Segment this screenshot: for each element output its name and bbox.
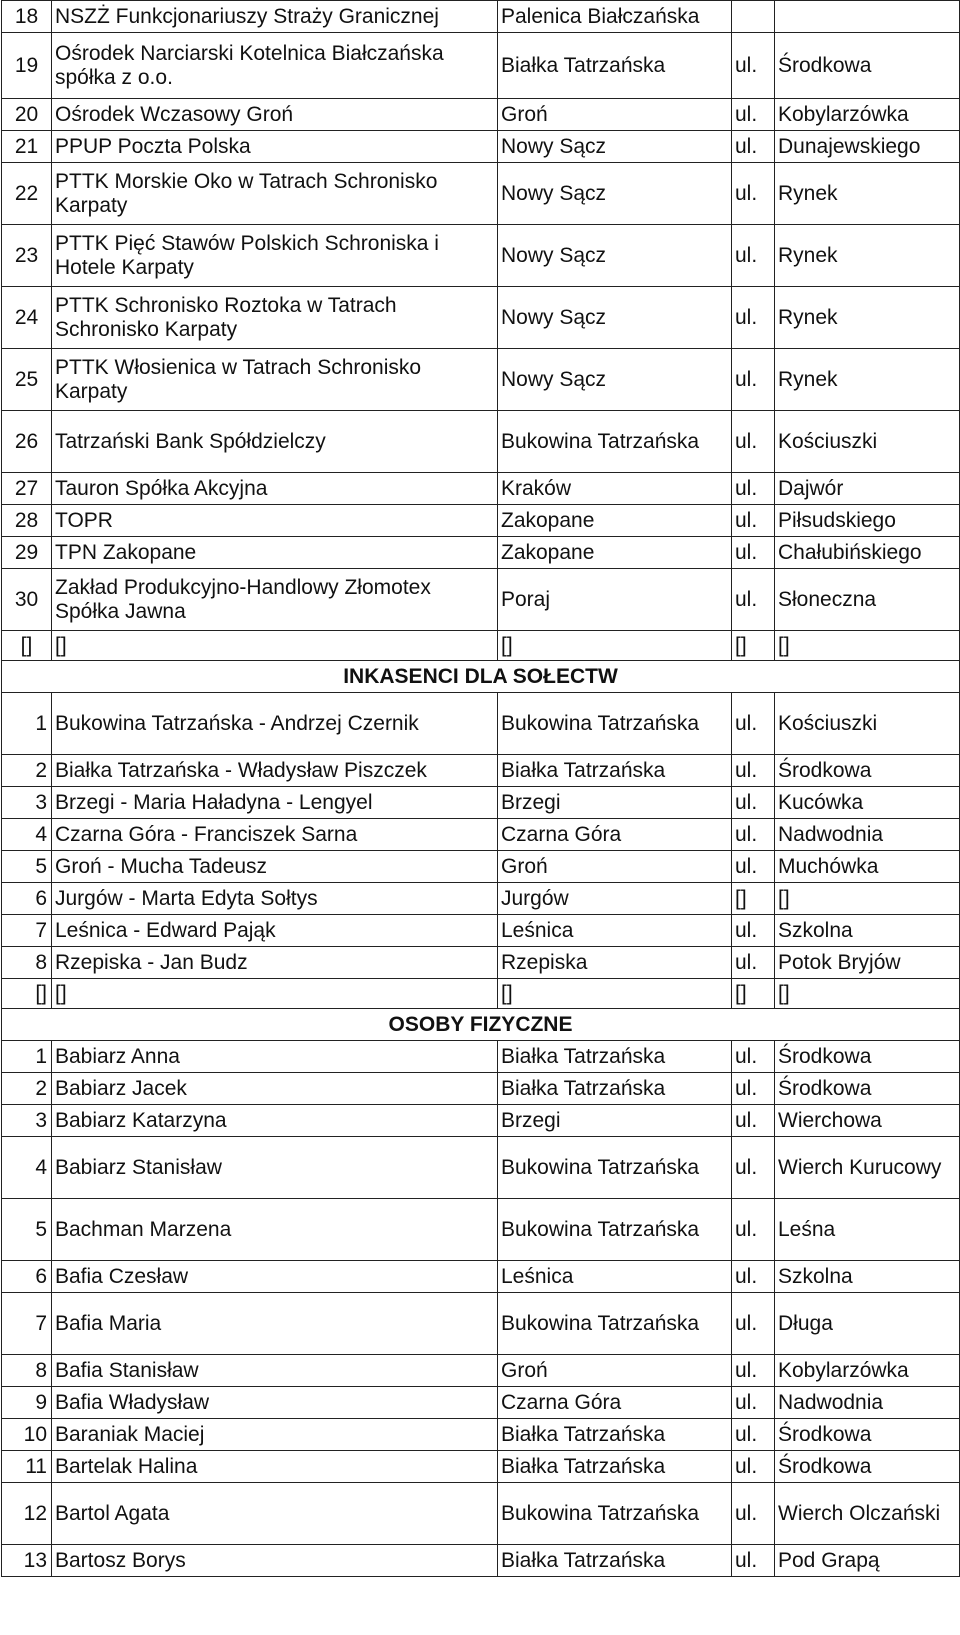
entity-name: []	[52, 979, 498, 1009]
row-number: 8	[2, 1355, 52, 1387]
row-number: 23	[2, 225, 52, 287]
row-number: []	[2, 631, 52, 661]
street-prefix: ul.	[732, 1355, 775, 1387]
city: Bukowina Tatrzańska	[498, 1137, 732, 1199]
row-number: 1	[2, 1041, 52, 1073]
street-prefix: ul.	[732, 1073, 775, 1105]
row-number: 19	[2, 33, 52, 99]
street: Kucówka	[775, 787, 960, 819]
city: Nowy Sącz	[498, 131, 732, 163]
row-number: 4	[2, 819, 52, 851]
street: Dunajewskiego	[775, 131, 960, 163]
street-prefix: ul.	[732, 1199, 775, 1261]
street: Dajwór	[775, 473, 960, 505]
entity-name: Bafia Maria	[52, 1293, 498, 1355]
street: Środkowa	[775, 1419, 960, 1451]
street-prefix: ul.	[732, 411, 775, 473]
entity-name: Bartelak Halina	[52, 1451, 498, 1483]
street-prefix: ul.	[732, 787, 775, 819]
row-number: 4	[2, 1137, 52, 1199]
table-row	[2, 1041, 960, 1073]
entity-name: Ośrodek Wczasowy Groń	[52, 99, 498, 131]
street: Kobylarzówka	[775, 99, 960, 131]
table-row	[2, 1293, 960, 1355]
entity-name: Bafia Władysław	[52, 1387, 498, 1419]
street-prefix: ul.	[732, 851, 775, 883]
entity-name: Bukowina Tatrzańska - Andrzej Czernik	[52, 693, 498, 755]
city: Nowy Sącz	[498, 287, 732, 349]
entity-name: PTTK Włosienica w Tatrach Schronisko Karpaty	[52, 349, 498, 411]
city: Zakopane	[498, 537, 732, 569]
street-prefix: ul.	[732, 1483, 775, 1545]
row-number: 8	[2, 947, 52, 979]
street: []	[775, 979, 960, 1009]
table-row	[2, 163, 960, 225]
street-prefix: ul.	[732, 287, 775, 349]
row-number: 7	[2, 915, 52, 947]
row-number: 5	[2, 1199, 52, 1261]
city: Groń	[498, 99, 732, 131]
street-prefix: ul.	[732, 947, 775, 979]
street: Rynek	[775, 163, 960, 225]
row-number: 2	[2, 1073, 52, 1105]
row-number: 6	[2, 883, 52, 915]
table-row	[2, 1073, 960, 1105]
street: []	[775, 631, 960, 661]
entity-name: PTTK Morskie Oko w Tatrach Schronisko Karpaty	[52, 163, 498, 225]
street-prefix: ul.	[732, 1261, 775, 1293]
city: Bukowina Tatrzańska	[498, 693, 732, 755]
city: Poraj	[498, 569, 732, 631]
entity-name: Jurgów - Marta Edyta Sołtys	[52, 883, 498, 915]
entity-name: Bafia Czesław	[52, 1261, 498, 1293]
table-row	[2, 411, 960, 473]
entity-name: Bachman Marzena	[52, 1199, 498, 1261]
street: Środkowa	[775, 1451, 960, 1483]
street	[775, 1, 960, 33]
row-number: 6	[2, 1261, 52, 1293]
street: Środkowa	[775, 1073, 960, 1105]
entity-name: Białka Tatrzańska - Władysław Piszczek	[52, 755, 498, 787]
entity-name: []	[52, 631, 498, 661]
entity-name: Czarna Góra - Franciszek Sarna	[52, 819, 498, 851]
street: Piłsudskiego	[775, 505, 960, 537]
table-row	[2, 1483, 960, 1545]
document-table	[1, 0, 960, 1577]
table-row	[2, 33, 960, 99]
city: Bukowina Tatrzańska	[498, 1483, 732, 1545]
table-row	[2, 569, 960, 631]
table-row	[2, 693, 960, 755]
table-row	[2, 537, 960, 569]
row-number: 26	[2, 411, 52, 473]
city: Białka Tatrzańska	[498, 755, 732, 787]
city: Białka Tatrzańska	[498, 1073, 732, 1105]
street: []	[775, 883, 960, 915]
street-prefix: ul.	[732, 819, 775, 851]
street-prefix: ul.	[732, 163, 775, 225]
entity-name: Zakład Produkcyjno-Handlowy Złomotex Spółka Jawna	[52, 569, 498, 631]
street-prefix: ul.	[732, 1451, 775, 1483]
table-row	[2, 819, 960, 851]
street: Kościuszki	[775, 411, 960, 473]
street: Chałubińskiego	[775, 537, 960, 569]
table-row	[2, 979, 960, 1009]
entity-name: Babiarz Stanisław	[52, 1137, 498, 1199]
street-prefix: ul.	[732, 915, 775, 947]
street: Wierch Kurucowy	[775, 1137, 960, 1199]
street: Wierchowa	[775, 1105, 960, 1137]
street-prefix: ul.	[732, 1041, 775, 1073]
street: Kościuszki	[775, 693, 960, 755]
city: Bukowina Tatrzańska	[498, 1199, 732, 1261]
street: Potok Bryjów	[775, 947, 960, 979]
table-row	[2, 225, 960, 287]
table-row	[2, 1105, 960, 1137]
table-row	[2, 287, 960, 349]
row-number: 2	[2, 755, 52, 787]
city: Białka Tatrzańska	[498, 1451, 732, 1483]
table-row	[2, 1137, 960, 1199]
street: Szkolna	[775, 915, 960, 947]
city: Bukowina Tatrzańska	[498, 411, 732, 473]
table-row	[2, 1387, 960, 1419]
entity-name: Groń - Mucha Tadeusz	[52, 851, 498, 883]
row-number: 29	[2, 537, 52, 569]
table-row	[2, 1199, 960, 1261]
street-prefix: ul.	[732, 1419, 775, 1451]
street-prefix: []	[732, 883, 775, 915]
entity-name: PPUP Poczta Polska	[52, 131, 498, 163]
entity-name: Tauron Spółka Akcyjna	[52, 473, 498, 505]
street: Leśna	[775, 1199, 960, 1261]
table-row	[2, 851, 960, 883]
entity-name: Bartosz Borys	[52, 1545, 498, 1577]
row-number: 24	[2, 287, 52, 349]
table-body	[2, 1, 960, 1577]
street: Rynek	[775, 287, 960, 349]
table-row	[2, 631, 960, 661]
city: Czarna Góra	[498, 1387, 732, 1419]
table-row	[2, 1261, 960, 1293]
row-number: 27	[2, 473, 52, 505]
table-row	[2, 1451, 960, 1483]
city: Leśnica	[498, 1261, 732, 1293]
row-number: 21	[2, 131, 52, 163]
entity-name: Bartol Agata	[52, 1483, 498, 1545]
row-number: 3	[2, 787, 52, 819]
row-number: 9	[2, 1387, 52, 1419]
entity-name: Ośrodek Narciarski Kotelnica Białczańska spółka z o.o.	[52, 33, 498, 99]
street-prefix: ul.	[732, 349, 775, 411]
row-number: 10	[2, 1419, 52, 1451]
table-row	[2, 915, 960, 947]
entity-name: PTTK Pięć Stawów Polskich Schroniska i Hotele Karpaty	[52, 225, 498, 287]
city: Nowy Sącz	[498, 163, 732, 225]
street-prefix: ul.	[732, 537, 775, 569]
city: []	[498, 979, 732, 1009]
entity-name: Rzepiska - Jan Budz	[52, 947, 498, 979]
street: Środkowa	[775, 33, 960, 99]
city: Białka Tatrzańska	[498, 1041, 732, 1073]
city: Kraków	[498, 473, 732, 505]
table-row	[2, 349, 960, 411]
table-row	[2, 1, 960, 33]
row-number: 25	[2, 349, 52, 411]
entity-name: TPN Zakopane	[52, 537, 498, 569]
city: Białka Tatrzańska	[498, 33, 732, 99]
entity-name: Brzegi - Maria Haładyna - Lengyel	[52, 787, 498, 819]
row-number: 13	[2, 1545, 52, 1577]
street-prefix: []	[732, 631, 775, 661]
city: Jurgów	[498, 883, 732, 915]
city: Brzegi	[498, 1105, 732, 1137]
street-prefix: ul.	[732, 693, 775, 755]
city: Groń	[498, 1355, 732, 1387]
street-prefix: ul.	[732, 1137, 775, 1199]
row-number: 1	[2, 693, 52, 755]
street-prefix: ul.	[732, 1387, 775, 1419]
table-row	[2, 755, 960, 787]
section-heading-osoby-fizyczne: OSOBY FIZYCZNE	[2, 1009, 960, 1041]
section-heading-inkasenci: INKASENCI DLA SOŁECTW	[2, 661, 960, 693]
row-number: 3	[2, 1105, 52, 1137]
street-prefix: ul.	[732, 1293, 775, 1355]
street: Kobylarzówka	[775, 1355, 960, 1387]
city: Białka Tatrzańska	[498, 1419, 732, 1451]
street-prefix: ul.	[732, 33, 775, 99]
row-number: 18	[2, 1, 52, 33]
table-row	[2, 1355, 960, 1387]
street: Środkowa	[775, 1041, 960, 1073]
street-prefix: ul.	[732, 473, 775, 505]
street: Pod Grapą	[775, 1545, 960, 1577]
street: Nadwodnia	[775, 1387, 960, 1419]
city: Zakopane	[498, 505, 732, 537]
street: Słoneczna	[775, 569, 960, 631]
table-row	[2, 1545, 960, 1577]
street-prefix: ul.	[732, 1545, 775, 1577]
row-number: 7	[2, 1293, 52, 1355]
street: Muchówka	[775, 851, 960, 883]
section-heading-row	[2, 1009, 960, 1041]
table-row	[2, 505, 960, 537]
city: Białka Tatrzańska	[498, 1545, 732, 1577]
street-prefix: ul.	[732, 505, 775, 537]
entity-name: TOPR	[52, 505, 498, 537]
table-row	[2, 1419, 960, 1451]
row-number: 22	[2, 163, 52, 225]
entity-name: Babiarz Jacek	[52, 1073, 498, 1105]
entity-name: PTTK Schronisko Roztoka w Tatrach Schronisko Karpaty	[52, 287, 498, 349]
table-row	[2, 787, 960, 819]
row-number: []	[2, 979, 52, 1009]
street-prefix	[732, 1, 775, 33]
city: Rzepiska	[498, 947, 732, 979]
city: Palenica Białczańska	[498, 1, 732, 33]
entity-name: Bafia Stanisław	[52, 1355, 498, 1387]
row-number: 30	[2, 569, 52, 631]
street-prefix: []	[732, 979, 775, 1009]
street: Rynek	[775, 225, 960, 287]
table-row	[2, 947, 960, 979]
section-heading-row	[2, 661, 960, 693]
table-row	[2, 99, 960, 131]
street: Wierch Olczański	[775, 1483, 960, 1545]
city: Czarna Góra	[498, 819, 732, 851]
row-number: 11	[2, 1451, 52, 1483]
table-row	[2, 131, 960, 163]
city: Bukowina Tatrzańska	[498, 1293, 732, 1355]
city: Nowy Sącz	[498, 349, 732, 411]
city: []	[498, 631, 732, 661]
row-number: 28	[2, 505, 52, 537]
entity-name: Tatrzański Bank Spółdzielczy	[52, 411, 498, 473]
city: Groń	[498, 851, 732, 883]
street: Nadwodnia	[775, 819, 960, 851]
street: Środkowa	[775, 755, 960, 787]
entity-name: Babiarz Anna	[52, 1041, 498, 1073]
street-prefix: ul.	[732, 99, 775, 131]
street: Szkolna	[775, 1261, 960, 1293]
row-number: 5	[2, 851, 52, 883]
street-prefix: ul.	[732, 569, 775, 631]
table-row	[2, 883, 960, 915]
entity-name: NSZŻ Funkcjonariuszy Straży Granicznej	[52, 1, 498, 33]
street-prefix: ul.	[732, 755, 775, 787]
table-row	[2, 473, 960, 505]
street: Długa	[775, 1293, 960, 1355]
city: Leśnica	[498, 915, 732, 947]
entity-name: Babiarz Katarzyna	[52, 1105, 498, 1137]
row-number: 20	[2, 99, 52, 131]
entity-name: Baraniak Maciej	[52, 1419, 498, 1451]
city: Brzegi	[498, 787, 732, 819]
street-prefix: ul.	[732, 1105, 775, 1137]
street-prefix: ul.	[732, 131, 775, 163]
entity-name: Leśnica - Edward Pająk	[52, 915, 498, 947]
street-prefix: ul.	[732, 225, 775, 287]
city: Nowy Sącz	[498, 225, 732, 287]
street: Rynek	[775, 349, 960, 411]
row-number: 12	[2, 1483, 52, 1545]
